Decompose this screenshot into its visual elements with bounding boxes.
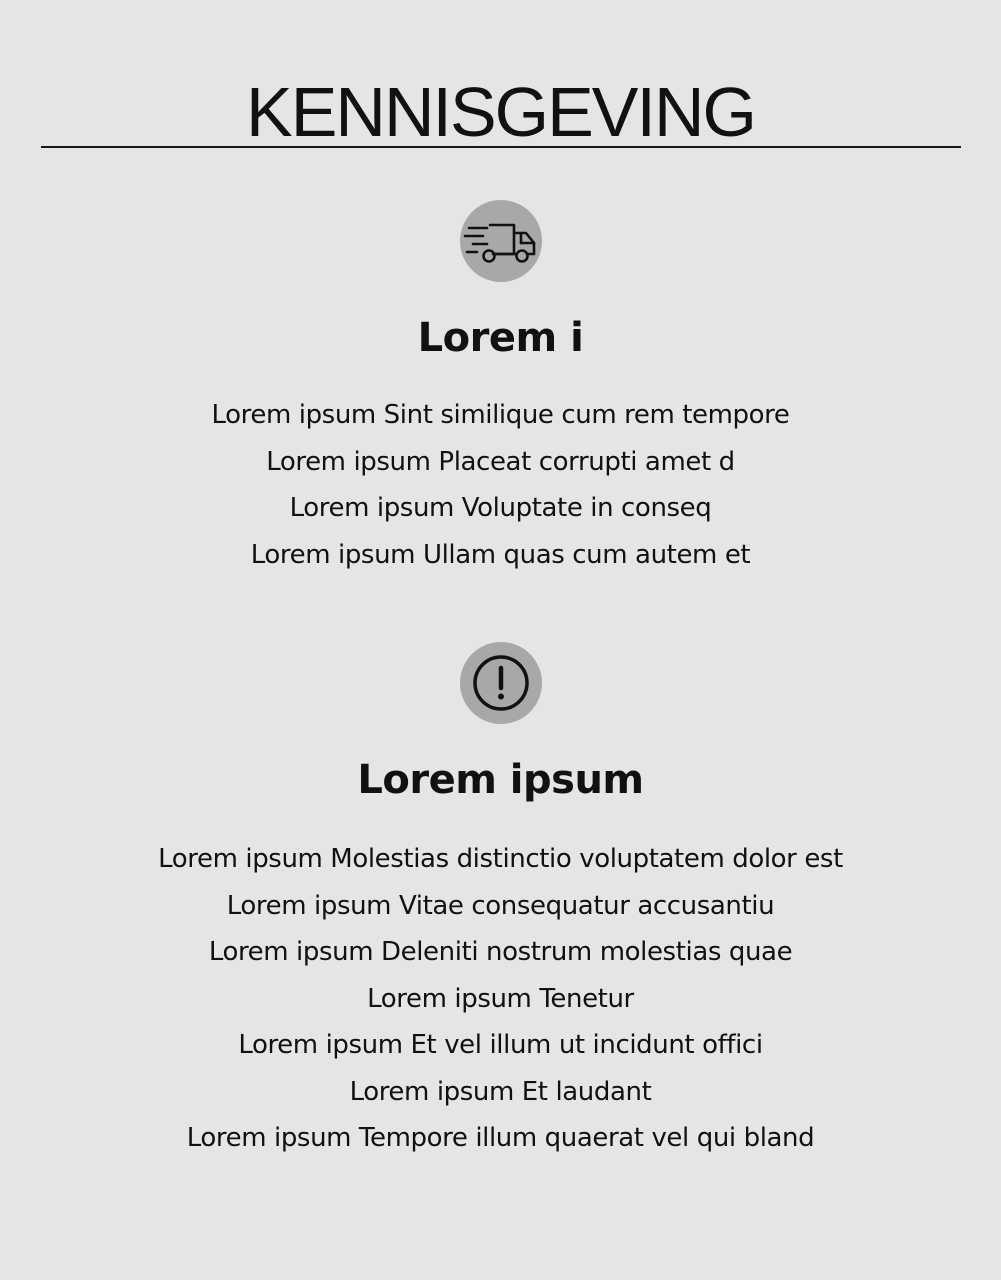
section-line: Lorem ipsum Deleniti nostrum molestias quae [208, 937, 793, 967]
section-lines [0, 392, 1001, 578]
alert-icon-badge [460, 642, 542, 724]
section-line: Lorem ipsum Et laudant [349, 1076, 652, 1107]
delivery-truck-icon [463, 216, 539, 266]
section-line: Lorem ipsum Voluptate in conseq [289, 493, 712, 523]
section-line: Lorem ipsum Et vel illum ut incidunt offici [238, 1030, 763, 1060]
section-heading: Lorem i [417, 315, 584, 361]
section-line: Lorem ipsum Vitae consequatur accusantiu [226, 890, 775, 921]
section-line: Lorem ipsum Tenetur [367, 983, 634, 1014]
section-line: Lorem ipsum Molestias distinctio voluptatem dolor est [158, 844, 843, 874]
section-lines [0, 836, 1001, 1162]
title-divider [41, 146, 961, 148]
section-line: Lorem ipsum Ullam quas cum autem et [250, 539, 751, 570]
section-line: Lorem ipsum Tempore illum quaerat vel qui bland [186, 1123, 815, 1153]
notice-section-alert [0, 642, 1001, 1162]
alert-circle-icon [471, 653, 531, 713]
notice-title: KENNISGEVING [246, 73, 755, 151]
section-line: Lorem ipsum Sint similique cum rem tempore [211, 400, 790, 430]
section-line: Lorem ipsum Placeat corrupti amet d [266, 446, 735, 477]
section-heading: Lorem ipsum [357, 757, 644, 803]
delivery-icon-badge [460, 200, 542, 282]
notice-section-delivery [0, 200, 1001, 578]
